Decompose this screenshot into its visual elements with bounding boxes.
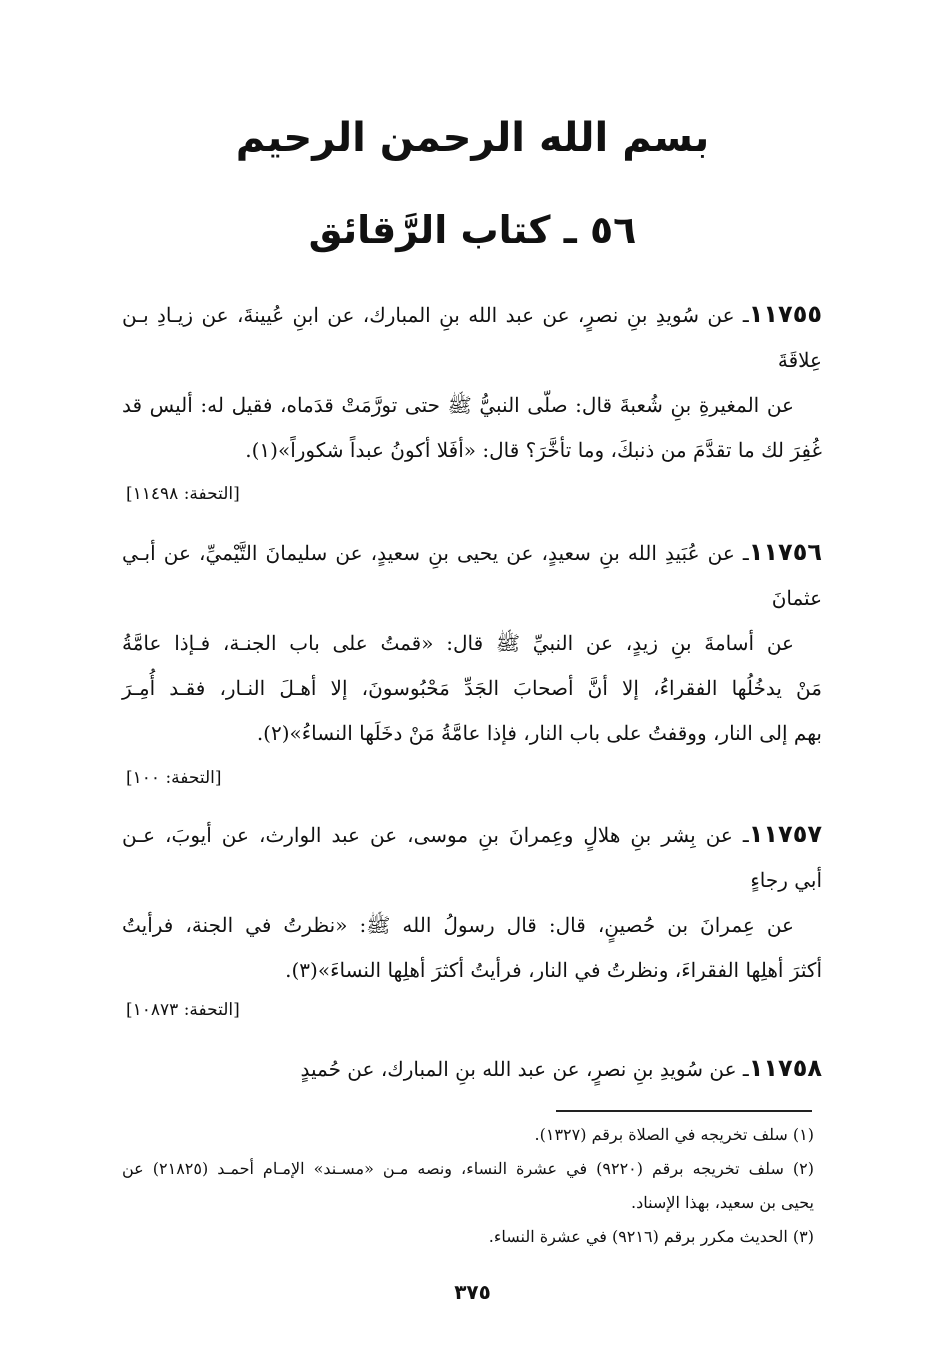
hadith-11756 <box>122 530 822 756</box>
hadith-chain-line <box>122 292 822 338</box>
tuhfa-reference: [التحفة: ١٠٠] <box>126 768 222 788</box>
hadith-matn-line: عن المغيرةِ بنِ شُعبةَ قال: صلّى النبيُّ ﷺ حتى تورَّمَتْ قدَماه، فقيل له: أليس قد <box>122 393 794 417</box>
hadith-chain-text: ـ عن بِشر بنِ هلالٍ وعِمرانَ بنِ موسى، عن عبد الوارث، عن أيوبَ، عـن <box>122 823 749 847</box>
footnote-2-continuation: يحيى بن سعيد، بهذا الإسناد. <box>631 1193 814 1212</box>
hadith-number: ١١٧٥٧ <box>748 820 822 848</box>
hadith-number: ١١٧٥٥ <box>748 300 822 328</box>
footnotes <box>122 1118 814 1254</box>
footnote-3: (٣) الحديث مكرر برقم (٩٢١٦) في عشرة النساء. <box>488 1227 814 1246</box>
hadith-chain-line: عثمانَ <box>771 586 822 610</box>
footnote-divider <box>556 1110 812 1112</box>
hadith-chain-line: أبي رجاءٍ <box>750 868 822 892</box>
hadith-11758 <box>122 1046 822 1092</box>
footnote-1: (١) سلف تخريجه في الصلاة برقم (١٣٢٧). <box>534 1125 814 1144</box>
hadith-matn-line: عن أسامةَ بنِ زيدٍ، عن النبيِّ ﷺ قال: «قمتُ على باب الجنـة، فـإذا عامَّةُ <box>122 631 794 655</box>
hadith-chain-line <box>122 812 822 858</box>
hadith-matn-line: عن عِمرانَ بن حُصينٍ، قال: قال رسولُ الله ﷺ: «نظرتُ في الجنة، فرأيتُ <box>122 913 794 937</box>
hadith-chain-line <box>122 530 822 576</box>
hadith-matn-line: مَنْ يدخُلُها الفقراءُ، إلا أنَّ أصحابَ الجَدِّ مَحْبُوسونَ، إلا أهـلَ النـار، فقـد أُمِـرَ <box>122 676 822 700</box>
hadith-11755 <box>122 292 822 473</box>
hadith-matn-line: غُفِرَ لك ما تقدَّمَ من ذنبكَ، وما تأخَّرَ؟ قال: «أفَلا أكونُ عبداً شكوراً»(١). <box>245 438 822 462</box>
basmala: بسم الله الرحمن الرحيم <box>235 115 710 161</box>
hadith-chain-text: ـ عن سُويدِ بنِ نصرٍ، عن عبد الله بنِ المبارك، عن حُميدٍ <box>300 1057 749 1081</box>
book-title: ٥٦ ـ كتاب الرَّقائق <box>308 208 637 252</box>
tuhfa-reference: [التحفة: ١٠٨٧٣] <box>126 1000 240 1020</box>
hadith-chain-line: عِلاقَةَ <box>777 348 822 372</box>
hadith-number: ١١٧٥٦ <box>748 538 822 566</box>
hadith-chain-line <box>122 1046 822 1092</box>
hadith-matn-line: بهم إلى النار، ووقفتُ على باب النار، فإذا عامَّةُ مَنْ دخَلَها النساءُ»(٢). <box>256 721 822 745</box>
hadith-chain-text: ـ عن سُويدِ بنِ نصرٍ، عن عبد الله بنِ المبارك، عن ابنِ عُيينةَ، عن زيـادِ بـن <box>122 303 749 327</box>
hadith-chain-text: ـ عن عُبَيدِ الله بنِ سعيدٍ، عن يحيى بنِ سعيدٍ، عن سليمانَ التَّيْميِّ، عن أبـي <box>122 541 749 565</box>
tuhfa-reference: [التحفة: ١١٤٩٨] <box>126 484 240 504</box>
hadith-number: ١١٧٥٨ <box>748 1054 822 1082</box>
page-number: ٣٧٥ <box>454 1280 491 1304</box>
footnote-2: (٢) سلف تخريجه برقم (٩٢٢٠) في عشرة النساء، ونصه مـن «مسـند» الإمـام أحمـد (٢١٨٢٥) عن <box>122 1159 814 1178</box>
hadith-matn-line: أكثرَ أهلِها الفقراءَ، ونظرتُ في النار، فرأيتُ أكثرَ أهلِها النساءَ»(٣). <box>285 958 822 982</box>
hadith-11757 <box>122 812 822 993</box>
